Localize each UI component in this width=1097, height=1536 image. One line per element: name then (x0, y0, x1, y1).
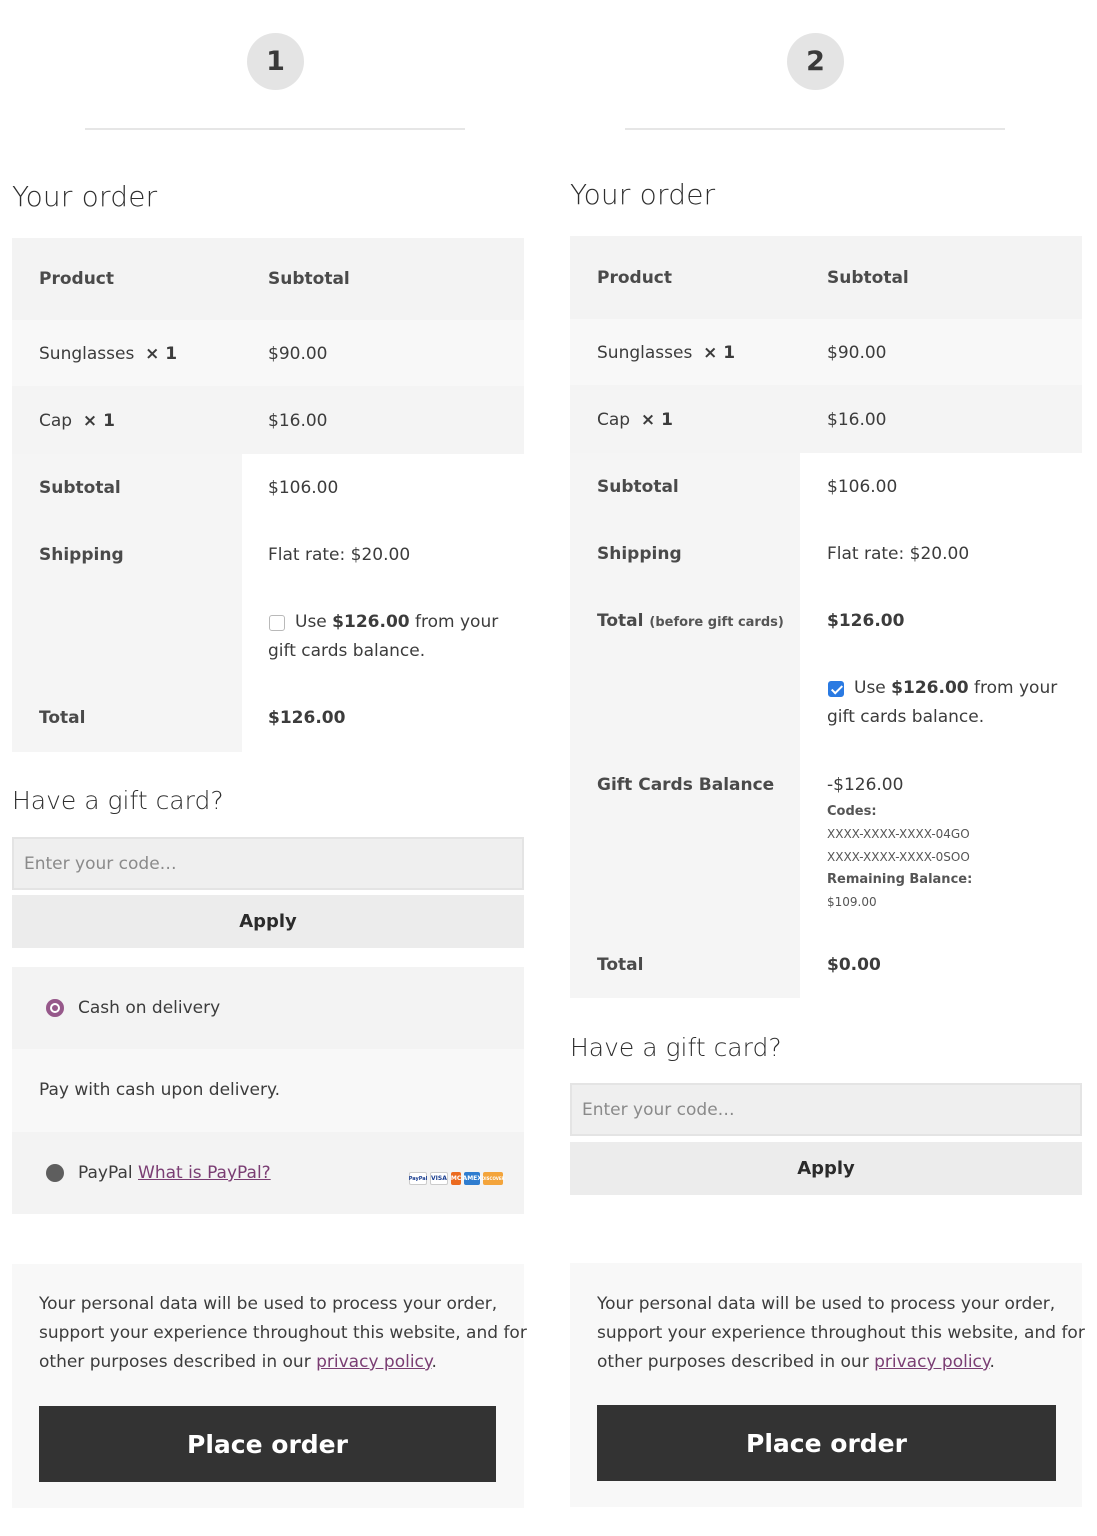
giftcard-use-text-line2: gift cards balance. (268, 641, 426, 661)
codes-label: Codes: (827, 804, 877, 819)
gift-code: XXXX-XXXX-XXXX-0SOO (827, 850, 970, 864)
your-order-heading: Your order (570, 178, 716, 211)
remaining-balance-label: Remaining Balance: (827, 872, 973, 887)
shipping-value: Flat rate: $20.00 (268, 545, 411, 565)
subtotal-value: $106.00 (268, 478, 339, 498)
gift-code-input[interactable]: Enter your code… (570, 1083, 1082, 1136)
shipping-label: Shipping (597, 544, 682, 564)
step-number-badge: 2 (787, 33, 844, 90)
paypal-label-row: PayPal What is PayPal? (78, 1163, 271, 1183)
item-name: Sunglasses × 1 (39, 344, 178, 364)
item-price: $16.00 (827, 410, 887, 430)
gift-cards-balance-value: -$126.00 (827, 775, 904, 795)
place-order-button[interactable]: Place order (39, 1406, 496, 1482)
use-giftcard-checkbox[interactable] (269, 615, 285, 631)
item-name: Cap × 1 (39, 411, 115, 431)
shipping-label: Shipping (39, 545, 124, 565)
card-logos-icon (408, 1157, 505, 1185)
cod-label: Cash on delivery (78, 998, 221, 1018)
privacy-text: Your personal data will be used to process your order, support your experience throughout this website, and for other purposes described in our privacy policy. (39, 1294, 527, 1372)
privacy-policy-link[interactable]: privacy policy (874, 1352, 990, 1372)
cod-description: Pay with cash upon delivery. (39, 1080, 281, 1100)
item-price: $90.00 (827, 343, 887, 363)
giftcard-use-text: Use $126.00 from your (854, 678, 1058, 698)
have-gift-card-heading: Have a gift card? (12, 786, 224, 815)
gift-code-input[interactable]: Enter your code… (12, 837, 524, 890)
gift-code: XXXX-XXXX-XXXX-04GO (827, 827, 970, 841)
visa-logo: VISA (430, 1172, 448, 1185)
step-divider (85, 128, 465, 130)
radio-unselected-icon[interactable] (46, 1164, 64, 1182)
have-gift-card-heading: Have a gift card? (570, 1033, 782, 1062)
privacy-policy-link[interactable]: privacy policy (316, 1352, 432, 1372)
subtotal-column-header: Subtotal (268, 269, 350, 289)
apply-button[interactable]: Apply (570, 1142, 1082, 1195)
your-order-heading: Your order (12, 180, 158, 213)
total-before-label: Total (before gift cards) (597, 611, 784, 631)
checkout-panel-1 (12, 0, 527, 1536)
item-name: Sunglasses × 1 (597, 343, 736, 363)
giftcard-use-text: Use $126.00 from your (295, 612, 499, 632)
total-label: Total (39, 708, 86, 728)
mastercard-logo: MC (451, 1172, 461, 1185)
item-price: $90.00 (268, 344, 328, 364)
subtotal-label: Subtotal (597, 477, 679, 497)
total-value: $0.00 (827, 955, 881, 975)
paypal-logo: PayPal (409, 1172, 427, 1185)
total-value: $126.00 (268, 708, 346, 728)
subtotal-label: Subtotal (39, 478, 121, 498)
product-column-header: Product (597, 268, 672, 288)
apply-button[interactable]: Apply (12, 895, 524, 948)
step-number-badge: 1 (247, 33, 304, 90)
remaining-balance-value: $109.00 (827, 895, 877, 909)
what-is-paypal-link[interactable]: What is PayPal? (138, 1163, 271, 1183)
subtotal-column-header: Subtotal (827, 268, 909, 288)
total-label: Total (597, 955, 644, 975)
amex-logo: AMEX (464, 1172, 480, 1185)
checkout-panel-2 (570, 0, 1085, 1536)
discover-logo: DISCOVER (483, 1172, 503, 1185)
totals-label-column (570, 453, 800, 998)
place-order-button[interactable]: Place order (597, 1405, 1056, 1481)
privacy-text: Your personal data will be used to process your order, support your experience throughout this website, and for other purposes described in our privacy policy. (597, 1294, 1085, 1372)
use-giftcard-checkbox[interactable] (828, 681, 844, 697)
total-before-value: $126.00 (827, 611, 905, 631)
step-divider (625, 128, 1005, 130)
gift-cards-balance-label: Gift Cards Balance (597, 775, 775, 795)
subtotal-value: $106.00 (827, 477, 898, 497)
product-column-header: Product (39, 269, 114, 289)
giftcard-use-text-line2: gift cards balance. (827, 707, 985, 727)
item-name: Cap × 1 (597, 410, 673, 430)
radio-selected-icon[interactable] (46, 999, 64, 1017)
shipping-value: Flat rate: $20.00 (827, 544, 970, 564)
item-price: $16.00 (268, 411, 328, 431)
